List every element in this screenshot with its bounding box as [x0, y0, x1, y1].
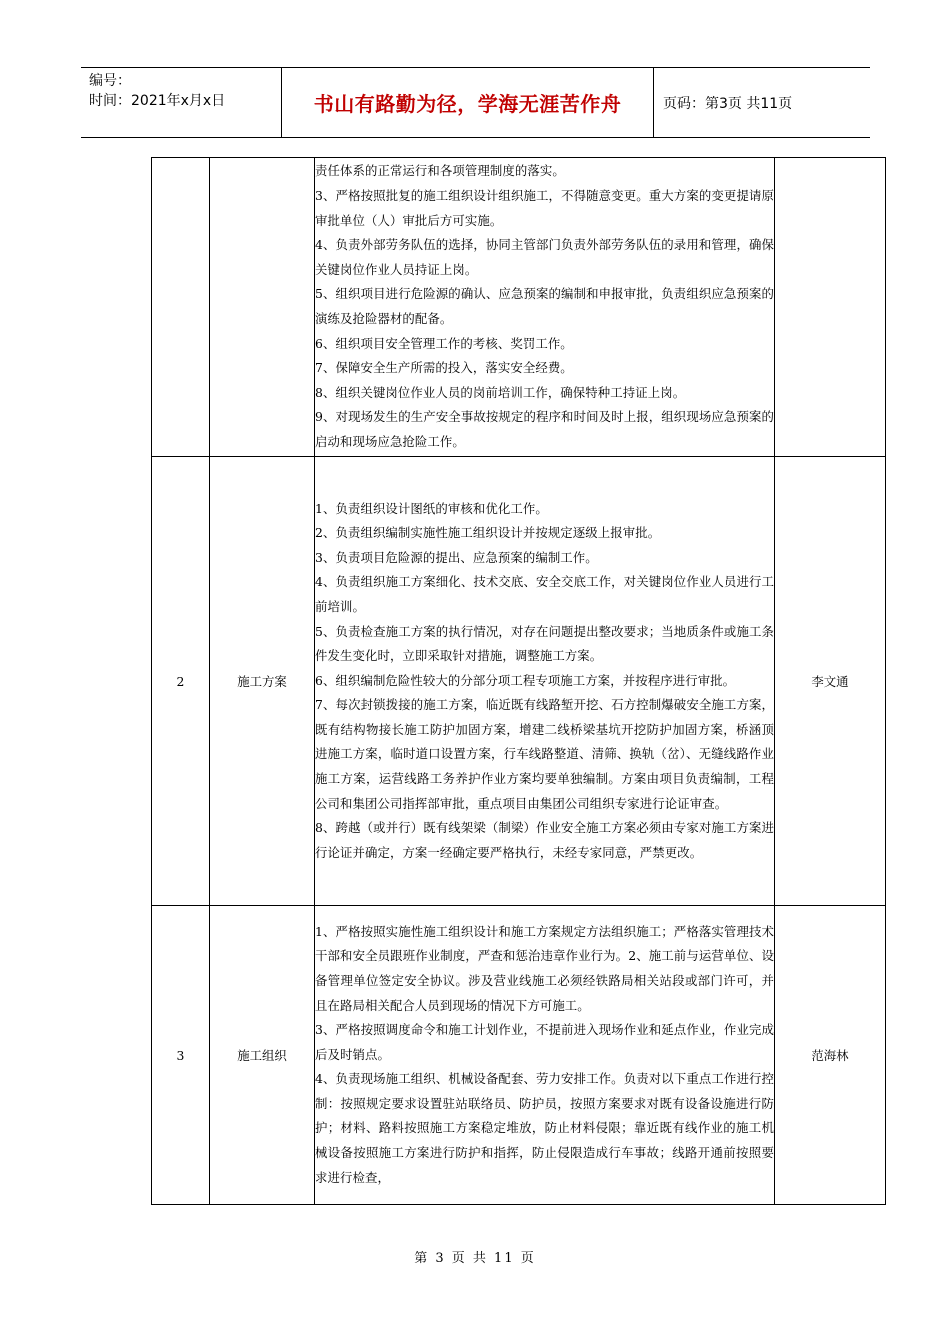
row-duties — [315, 906, 775, 1205]
page-header — [81, 67, 870, 138]
header-page-info: 页码：第3页 共11页 — [663, 95, 793, 112]
table-row — [152, 906, 886, 1205]
responsibility-table — [151, 157, 886, 1205]
table-row — [152, 457, 886, 906]
duty-line: 3、负责项目危险源的提出、应急预案的编制工作。 — [315, 549, 598, 565]
row-person: 范海林 — [775, 906, 886, 1205]
table-row — [152, 158, 886, 457]
duty-line: 7、每次封锁拨接的施工方案，临近既有线路堑开挖、石方控制爆破安全施工方案，既有结构物接长施工防护加固方案，增建二线桥梁基坑开挖防护加固方案，桥涵顶进施工方案，临时道口设置方案，行车线路整道、清筛、换轨（岔）、无缝线路作业施工方案，运营线路工务养护作业方案均要单独编制。方案由项目负责编制，工程公司和集团公司指挥部审批，重点项目由集团公司组织专家进行论证审查。 — [315, 697, 774, 811]
row-item — [210, 158, 315, 457]
duty-line: 4、负责组织施工方案细化、技术交底、安全交底工作，对关键岗位作业人员进行工前培训。 — [315, 574, 774, 614]
header-motto: 书山有路勤为径，学海无涯苦作舟 — [282, 68, 654, 137]
duty-line: 责任体系的正常运行和各项管理制度的落实。 — [315, 163, 565, 179]
row-person: 李文通 — [775, 457, 886, 906]
duty-line: 2、负责组织编制实施性施工组织设计并按规定逐级上报审批。 — [315, 525, 661, 541]
duty-line: 1、负责组织设计图纸的审核和优化工作。 — [315, 500, 548, 516]
page-footer: 第 3 页 共 11 页 — [414, 1251, 536, 1266]
duty-line: 8、跨越（或并行）既有线架梁（制梁）作业安全施工方案必须由专家对施工方案进行论证并确定，方案一经确定要严格执行，未经专家同意，严禁更改。 — [315, 820, 774, 860]
header-meta — [81, 68, 282, 137]
row-duties — [315, 158, 775, 457]
duty-line: 3、严格按照批复的施工组织设计组织施工，不得随意变更。重大方案的变更提请原审批单位（人）审批后方可实施。 — [315, 188, 774, 228]
row-person — [775, 158, 886, 457]
duty-line: 3、严格按照调度命令和施工计划作业，不提前进入现场作业和延点作业，作业完成后及时销点。 — [315, 1022, 774, 1062]
duty-line: 8、组织关键岗位作业人员的岗前培训工作，确保特种工持证上岗。 — [315, 384, 686, 400]
duty-line: 9、对现场发生的生产安全事故按规定的程序和时间及时上报，组织现场应急预案的启动和现场应急抢险工作。 — [315, 409, 774, 449]
row-number: 2 — [152, 457, 210, 906]
duty-line: 5、负责检查施工方案的执行情况，对存在问题提出整改要求；当地质条件或施工条件发生变化时，立即采取针对措施，调整施工方案。 — [315, 623, 774, 664]
row-item: 施工组织 — [210, 906, 315, 1205]
duty-line: 7、保障安全生产所需的投入，落实安全经费。 — [315, 360, 573, 376]
date-label: 时间：2021年x月x日 — [89, 93, 226, 109]
row-item: 施工方案 — [210, 457, 315, 906]
duty-line: 4、负责现场施工组织、机械设备配套、劳力安排工作。负责对以下重点工作进行控制：按照规定要求设置驻站联络员、防护员，按照方案要求对既有设备设施进行防护；材料、路料按照施工方案稳定堆放，防止材料侵限；靠近既有线作业的施工机械设备按照施工方案进行防护和指挥，防止侵限造成行车事故；线路开通前按照要求进行检查， — [315, 1071, 774, 1185]
row-duties — [315, 457, 775, 906]
row-number — [152, 158, 210, 457]
row-number: 3 — [152, 906, 210, 1205]
duty-line: 4、负责外部劳务队伍的选择，协同主管部门负责外部劳务队伍的录用和管理，确保关键岗位作业人员持证上岗。 — [315, 237, 774, 277]
code-label: 编号： — [89, 73, 131, 89]
duty-line: 5、组织项目进行危险源的确认、应急预案的编制和申报审批，负责组织应急预案的演练及抢险器材的配备。 — [315, 286, 774, 326]
duty-line: 1、严格按照实施性施工组织设计和施工方案规定方法组织施工；严格落实管理技术干部和安全员跟班作业制度，严查和惩治违章作业行为。2、施工前与运营单位、设备管理单位签定安全协议。涉及营业线施工必须经铁路局相关站段或部门许可，并且在路局相关配合人员到现场的情况下方可施工。 — [315, 923, 774, 1013]
duty-line: 6、组织编制危险性较大的分部分项工程专项施工方案，并按程序进行审批。 — [315, 672, 736, 688]
duty-line: 6、组织项目安全管理工作的考核、奖罚工作。 — [315, 335, 573, 351]
